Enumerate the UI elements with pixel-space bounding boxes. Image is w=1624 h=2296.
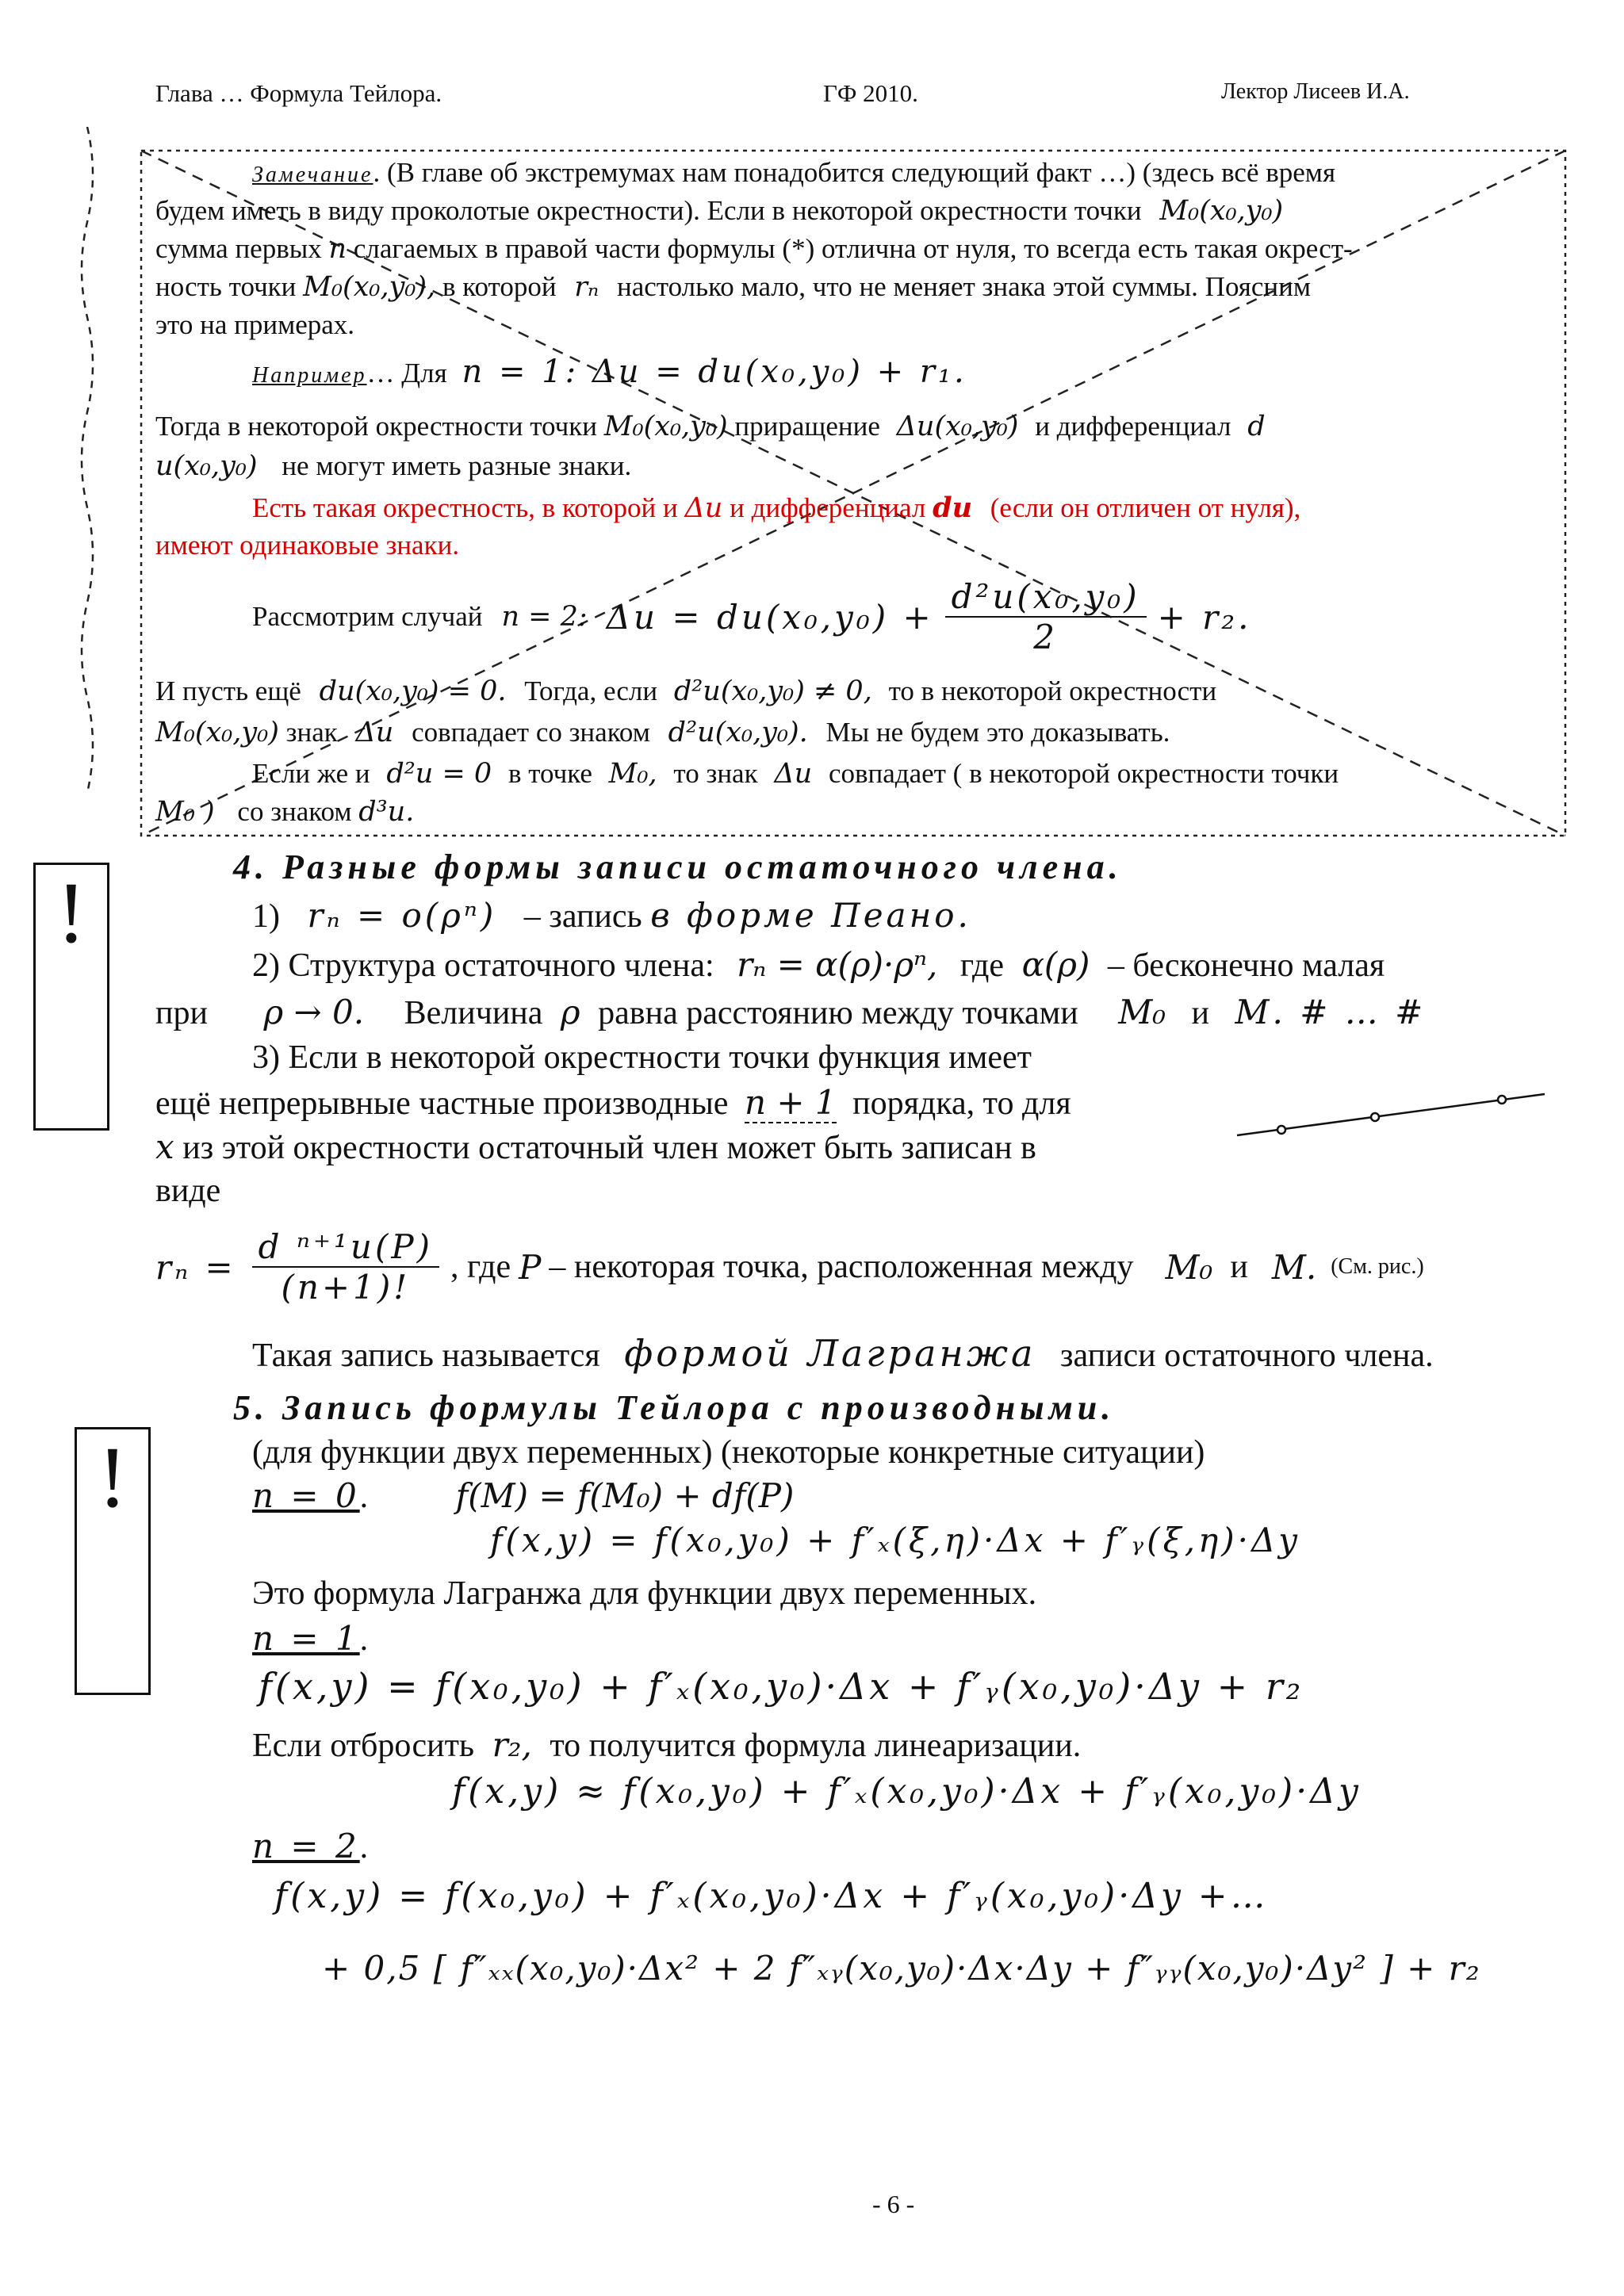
sec5-subtitle: (для функции двух переменных) (некоторые конкретные ситуации) <box>252 1434 1205 1471</box>
header-left: Глава … Формула Тейлора. <box>155 79 442 107</box>
lagrange-fraction: $\frac{\text{d ⁿ⁺¹u(P)}}{(n+1)!}$ <box>252 1227 439 1307</box>
page-number: - 6 - <box>872 2190 915 2218</box>
section-4-title: 4. Разные формы записи остаточного члена. <box>233 848 1123 886</box>
header-right: Лектор Лисеев И.А. <box>1221 79 1410 104</box>
sec4-item-3-line-3: x из этой окрестности остаточный член может быть записан в <box>155 1127 1036 1166</box>
exclamation-box-1: ! <box>33 863 109 1131</box>
remark-line-14: Если же и d²u = 0 в точке M₀, то знак Δu совпадает ( в некоторой окрестности точки <box>252 758 1339 790</box>
section-5-title: 5. Запись формулы Тейлора с производными. <box>233 1388 1116 1427</box>
sec4-item-1: 1) rₙ = o(ρⁿ) – запись в форме Пеано. <box>252 896 971 935</box>
sec5-n2-formula-line-2: + 0,5 [ f″ₓₓ(x₀,y₀)·Δx² + 2 f″ₓᵧ(x₀,y₀)·Δx·Δy + f″ᵧᵧ(x₀,y₀)·Δy² ] + r₂ <box>322 1949 1481 1988</box>
remark-line-15: M₀ ) со знаком d³u. <box>155 796 415 828</box>
remark-line-3: сумма первых n слагаемых в правой части формулы (*) отлична от нуля, то всегда есть такая окрест- <box>155 233 1353 265</box>
remark-red-line-2: имеют одинаковые знаки. <box>155 530 460 561</box>
remark-line-8: u(x₀,y₀) не могут иметь разные знаки. <box>155 450 632 482</box>
remark-line-1: Замечание. (В главе об экстремумах нам понадобится следующий факт …) (здесь всё время <box>252 157 1336 188</box>
lagrange-form-caption: Такая запись называется формой Лагранжа записи остаточного члена. <box>252 1332 1434 1375</box>
header-center: ГФ 2010. <box>823 79 918 107</box>
point-m <box>1498 1096 1506 1104</box>
sec5-linearization-formula: f(x,y) ≈ f(x₀,y₀) + f′ₓ(x₀,y₀)·Δx + f′ᵧ(x₀,y₀)·Δy <box>452 1771 1362 1812</box>
sec4-item-2-line-2: при ρ → 0. Величина ρ равна расстоянию между точками M₀ и M. # … # <box>155 993 1427 1031</box>
remark-line-13: M₀(x₀,y₀) знак Δu совпадает со знаком d²u(x₀,y₀). Мы не будем это доказывать. <box>155 717 1170 748</box>
case-two-line: Рассмотрим случай n = 2: Δu = du(x₀,y₀) + $\frac{\text{d²u(x₀,y₀)}}{2}$ + r₂. <box>252 577 1252 656</box>
remark-line-12: И пусть ещё du(x₀,y₀) = 0. Тогда, если d²u(x₀,y₀) ≠ 0, то в некоторой окрестности <box>155 675 1217 707</box>
remark-line-7: Тогда в некоторой окрестности точки M₀(x₀,y₀) приращение Δu(x₀,y₀) и дифференциал d <box>155 411 1266 442</box>
sec5-n2-formula-line-1: f(x,y) = f(x₀,y₀) + f′ₓ(x₀,y₀)·Δx + f′ᵧ(x₀,y₀)·Δy +… <box>274 1876 1269 1916</box>
exclamation-box-2: ! <box>75 1427 151 1695</box>
case-two-fraction: $\frac{\text{d²u(x₀,y₀)}}{2}$ <box>945 577 1147 656</box>
sec5-n0-formula: f(x,y) = f(x₀,y₀) + f′ₓ(ξ,η)·Δx + f′ᵧ(ξ,η)·Δy <box>490 1521 1301 1559</box>
example-line: Например… Для n = 1: Δu = du(x₀,y₀) + r₁. <box>252 354 967 390</box>
sec5-n1-label: n = 1. <box>252 1619 369 1658</box>
sec5-lagrange-note: Это формула Лагранжа для функции двух переменных. <box>252 1575 1037 1612</box>
lagrange-form-line: rₙ = $\frac{\text{d ⁿ⁺¹u(P)}}{(n+1)!}$ , где P – некоторая точка, расположенная между M₀ и M. (См. рис.) <box>155 1227 1424 1307</box>
example-label: Например <box>252 363 367 388</box>
sec4-item-3-line-1: 3) Если в некоторой окрестности точки функция имеет <box>252 1039 1032 1076</box>
remark-red-line-1: Есть такая окрестность, в которой и Δu и дифференциал du (если он отличен от нуля), <box>252 492 1301 524</box>
remark-line-5: это на примерах. <box>155 309 355 340</box>
margin-wavy-line <box>71 127 103 809</box>
point-m0 <box>1277 1126 1285 1134</box>
remark-line-4: ность точки M₀(x₀,y₀), в которой rₙ настолько мало, что не меняет знака этой суммы. Поясним <box>155 271 1312 303</box>
point-p <box>1371 1113 1379 1121</box>
sec5-drop-line: Если отбросить r₂, то получится формула линеаризации. <box>252 1725 1082 1764</box>
sec4-item-2: 2) Структура остаточного члена: rₙ = α(ρ)·ρⁿ, где α(ρ) – бесконечно малая <box>252 945 1385 984</box>
segment-figure <box>1234 1086 1551 1150</box>
remark-label: Замечание <box>252 163 373 187</box>
remark-line-2: будем иметь в виду проколотые окрестности). Если в некоторой окрестности точки M₀(x₀,y₀) <box>155 195 1284 227</box>
sec4-item-3-line-2: ещё непрерывные частные производные n + 1 порядка, то для <box>155 1083 1071 1122</box>
sec4-item-3-line-4: виде <box>155 1173 221 1209</box>
sec5-n0-line: n = 0. f(M) = f(M₀) + df(P) <box>252 1476 795 1515</box>
sec5-n1-formula: f(x,y) = f(x₀,y₀) + f′ₓ(x₀,y₀)·Δx + f′ᵧ(x₀,y₀)·Δy + r₂ <box>259 1665 1304 1708</box>
sec5-n2-label: n = 2. <box>252 1827 369 1866</box>
